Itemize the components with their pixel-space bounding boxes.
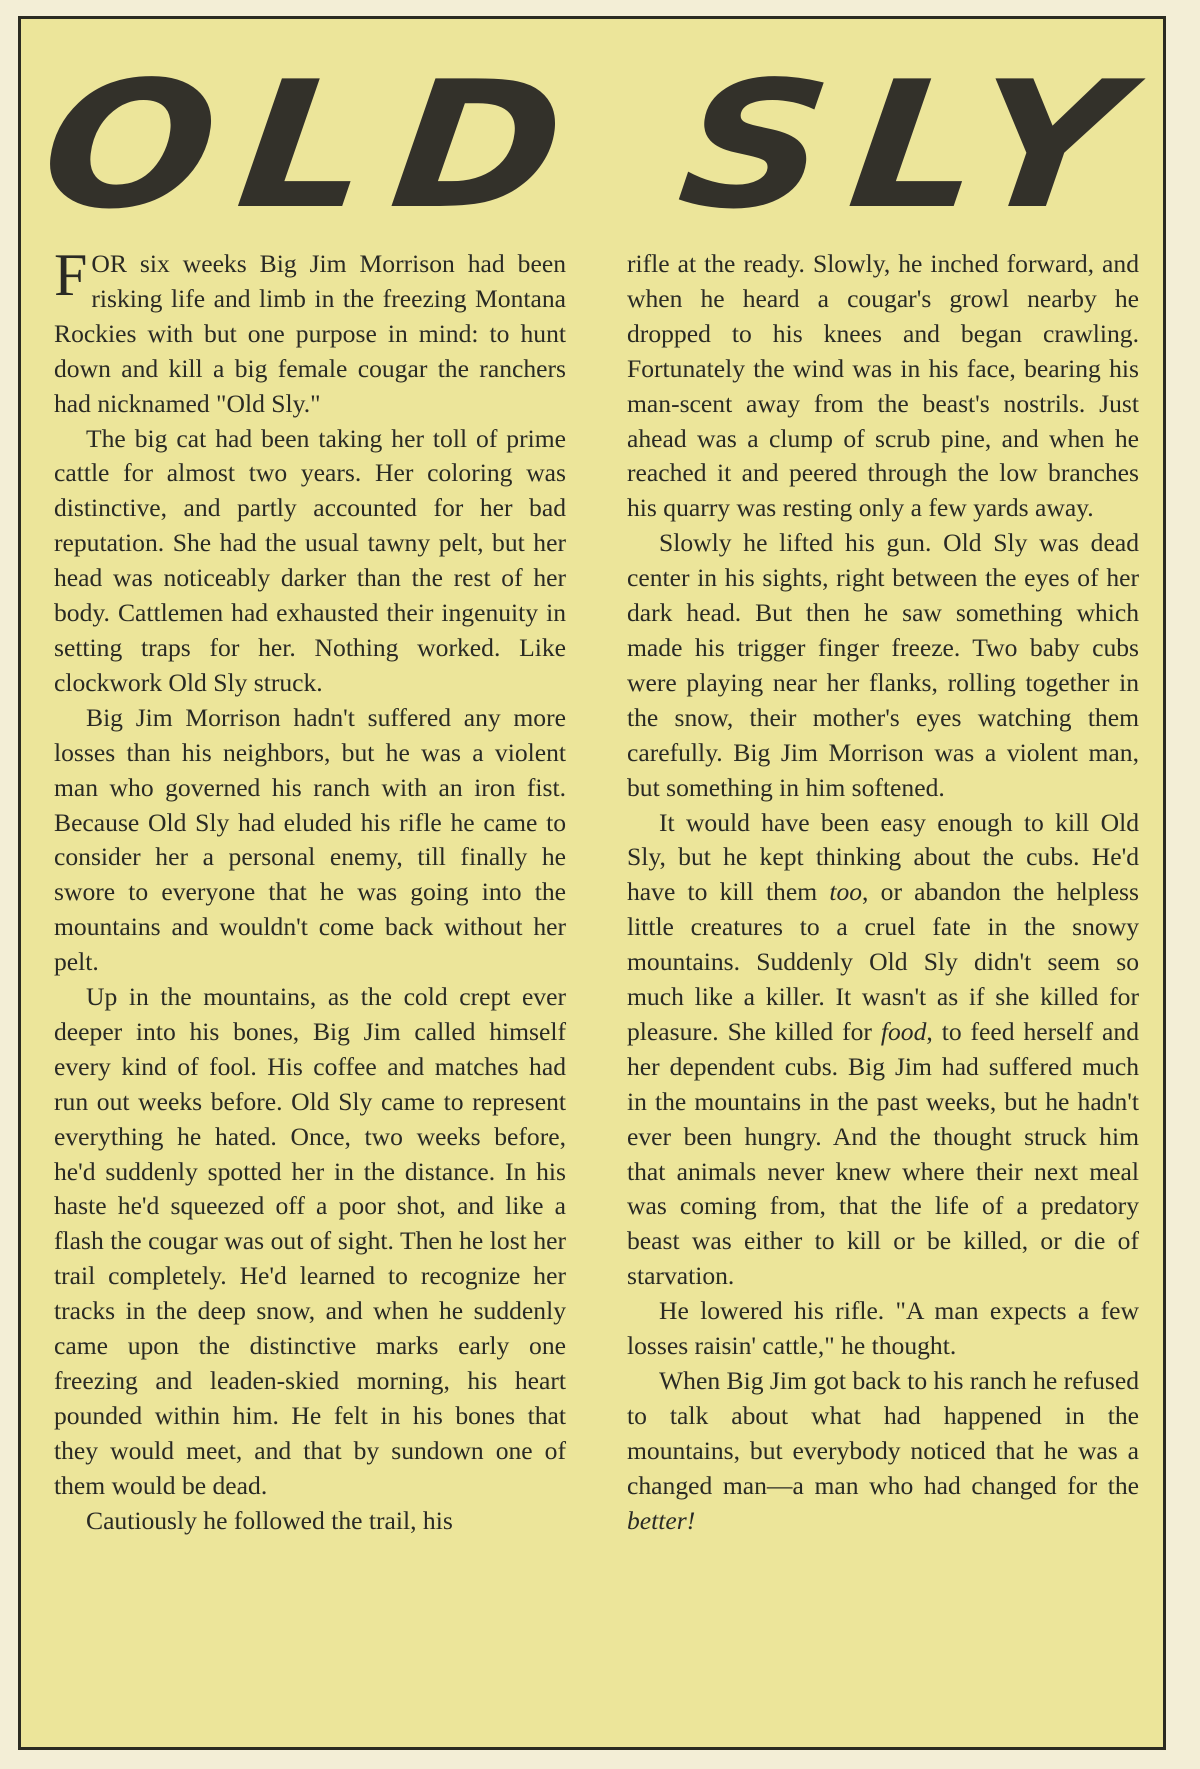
paragraph-5-start: Cautiously he followed the trail, his bbox=[86, 1505, 453, 1535]
story-column-left bbox=[54, 242, 566, 1539]
paragraph-2: The big cat had been taking her toll of prime cattle for almost two years. Her coloring was distinctive, and partly accounted for her bad reputation. She had the usual tawny pelt, but her head was noticeably darker than the rest of her body. Cattlemen had exhausted their ingenuity in setting traps for her. Nothing worked. Like clockwork Old Sly struck. bbox=[54, 423, 566, 697]
paragraph-6: Slowly he lifted his gun. Old Sly was dead center in his sights, right between the eyes of her dark head. But then he saw something which made his trigger finger freeze. Two baby cubs were playing near her flanks, rolling together in the snow, their mother's eyes watching them carefully. Big Jim Morrison was a violent man, but something in him softened. bbox=[627, 528, 1139, 802]
paragraph-3: Big Jim Morrison hadn't suffered any more losses than his neighbors, but he was a violent man who governed his ranch with an iron fist. Because Old Sly had eluded his rifle he came to consider her a personal enemy, till finally he swore to everyone that he was going into the mountains and wouldn't come back without her pelt. bbox=[54, 702, 566, 977]
paragraph-1: FOR six weeks Big Jim Morrison had been risking life and limb in the freezing Montana Rockies with but one purpose in mind: to hunt down and kill a big female cougar the ranchers had nicknamed "Old Sly." bbox=[54, 242, 566, 418]
paragraph-4: Up in the mountains, as the cold crept ever deeper into his bones, Big Jim called himself every kind of fool. His coffee and matches had run out weeks before. Old Sly came to represent everything he hated. Once, two weeks before, he'd suddenly spotted her in the distance. In his haste he'd squeezed off a poor shot, and like a flash the cougar was out of sight. Then he lost her trail completely. He'd learned to recognize her tracks in the deep snow, and when he suddenly came upon the distinctive marks early one freezing and leaden-skied morning, his heart pounded within him. He felt in his bones that they would meet, and that by sundown one of them would be dead. bbox=[54, 982, 566, 1500]
paragraph-5-continued: rifle at the ready. Slowly, he inched forward, and when he heard a cougar's growl nearby he dropped to his knees and began crawling. Fortunately the wind was in his face, bearing his man-scent away from the beast's nostrils. Just ahead was a clump of scrub pine, and when he reached it and peered through the low branches his quarry was resting only a few yards away. bbox=[627, 249, 1139, 523]
page-title: OLD SLY bbox=[32, 45, 1158, 248]
drop-cap: F bbox=[54, 242, 88, 308]
paragraph-7: It would have been easy enough to kill Old Sly, but he kept thinking about the cubs. He'd have to kill them too, or abandon the helpless little creatures to a cruel fate in the snowy mountains. Suddenly Old Sly didn't seem so much like a killer. It wasn't as if she killed for pleasure. She killed for food, to feed herself and her dependent cubs. Big Jim had suffered much in the mountains in the past weeks, but he hadn't ever been hungry. And the thought struck him that animals never knew where their next meal was coming from, that the life of a predatory beast was either to kill or be killed, or die of starvation. bbox=[627, 807, 1139, 1291]
paragraph-9: When Big Jim got back to his ranch he refused to talk about what had happened in the mountains, but everybody noticed that he was a changed man—a man who had changed for the better! bbox=[627, 1366, 1139, 1535]
paragraph-8: He lowered his rifle. "A man expects a few losses raisin' cattle," he thought. bbox=[627, 1296, 1139, 1361]
story-page bbox=[18, 16, 1166, 1750]
story-column-right bbox=[627, 247, 1139, 1539]
